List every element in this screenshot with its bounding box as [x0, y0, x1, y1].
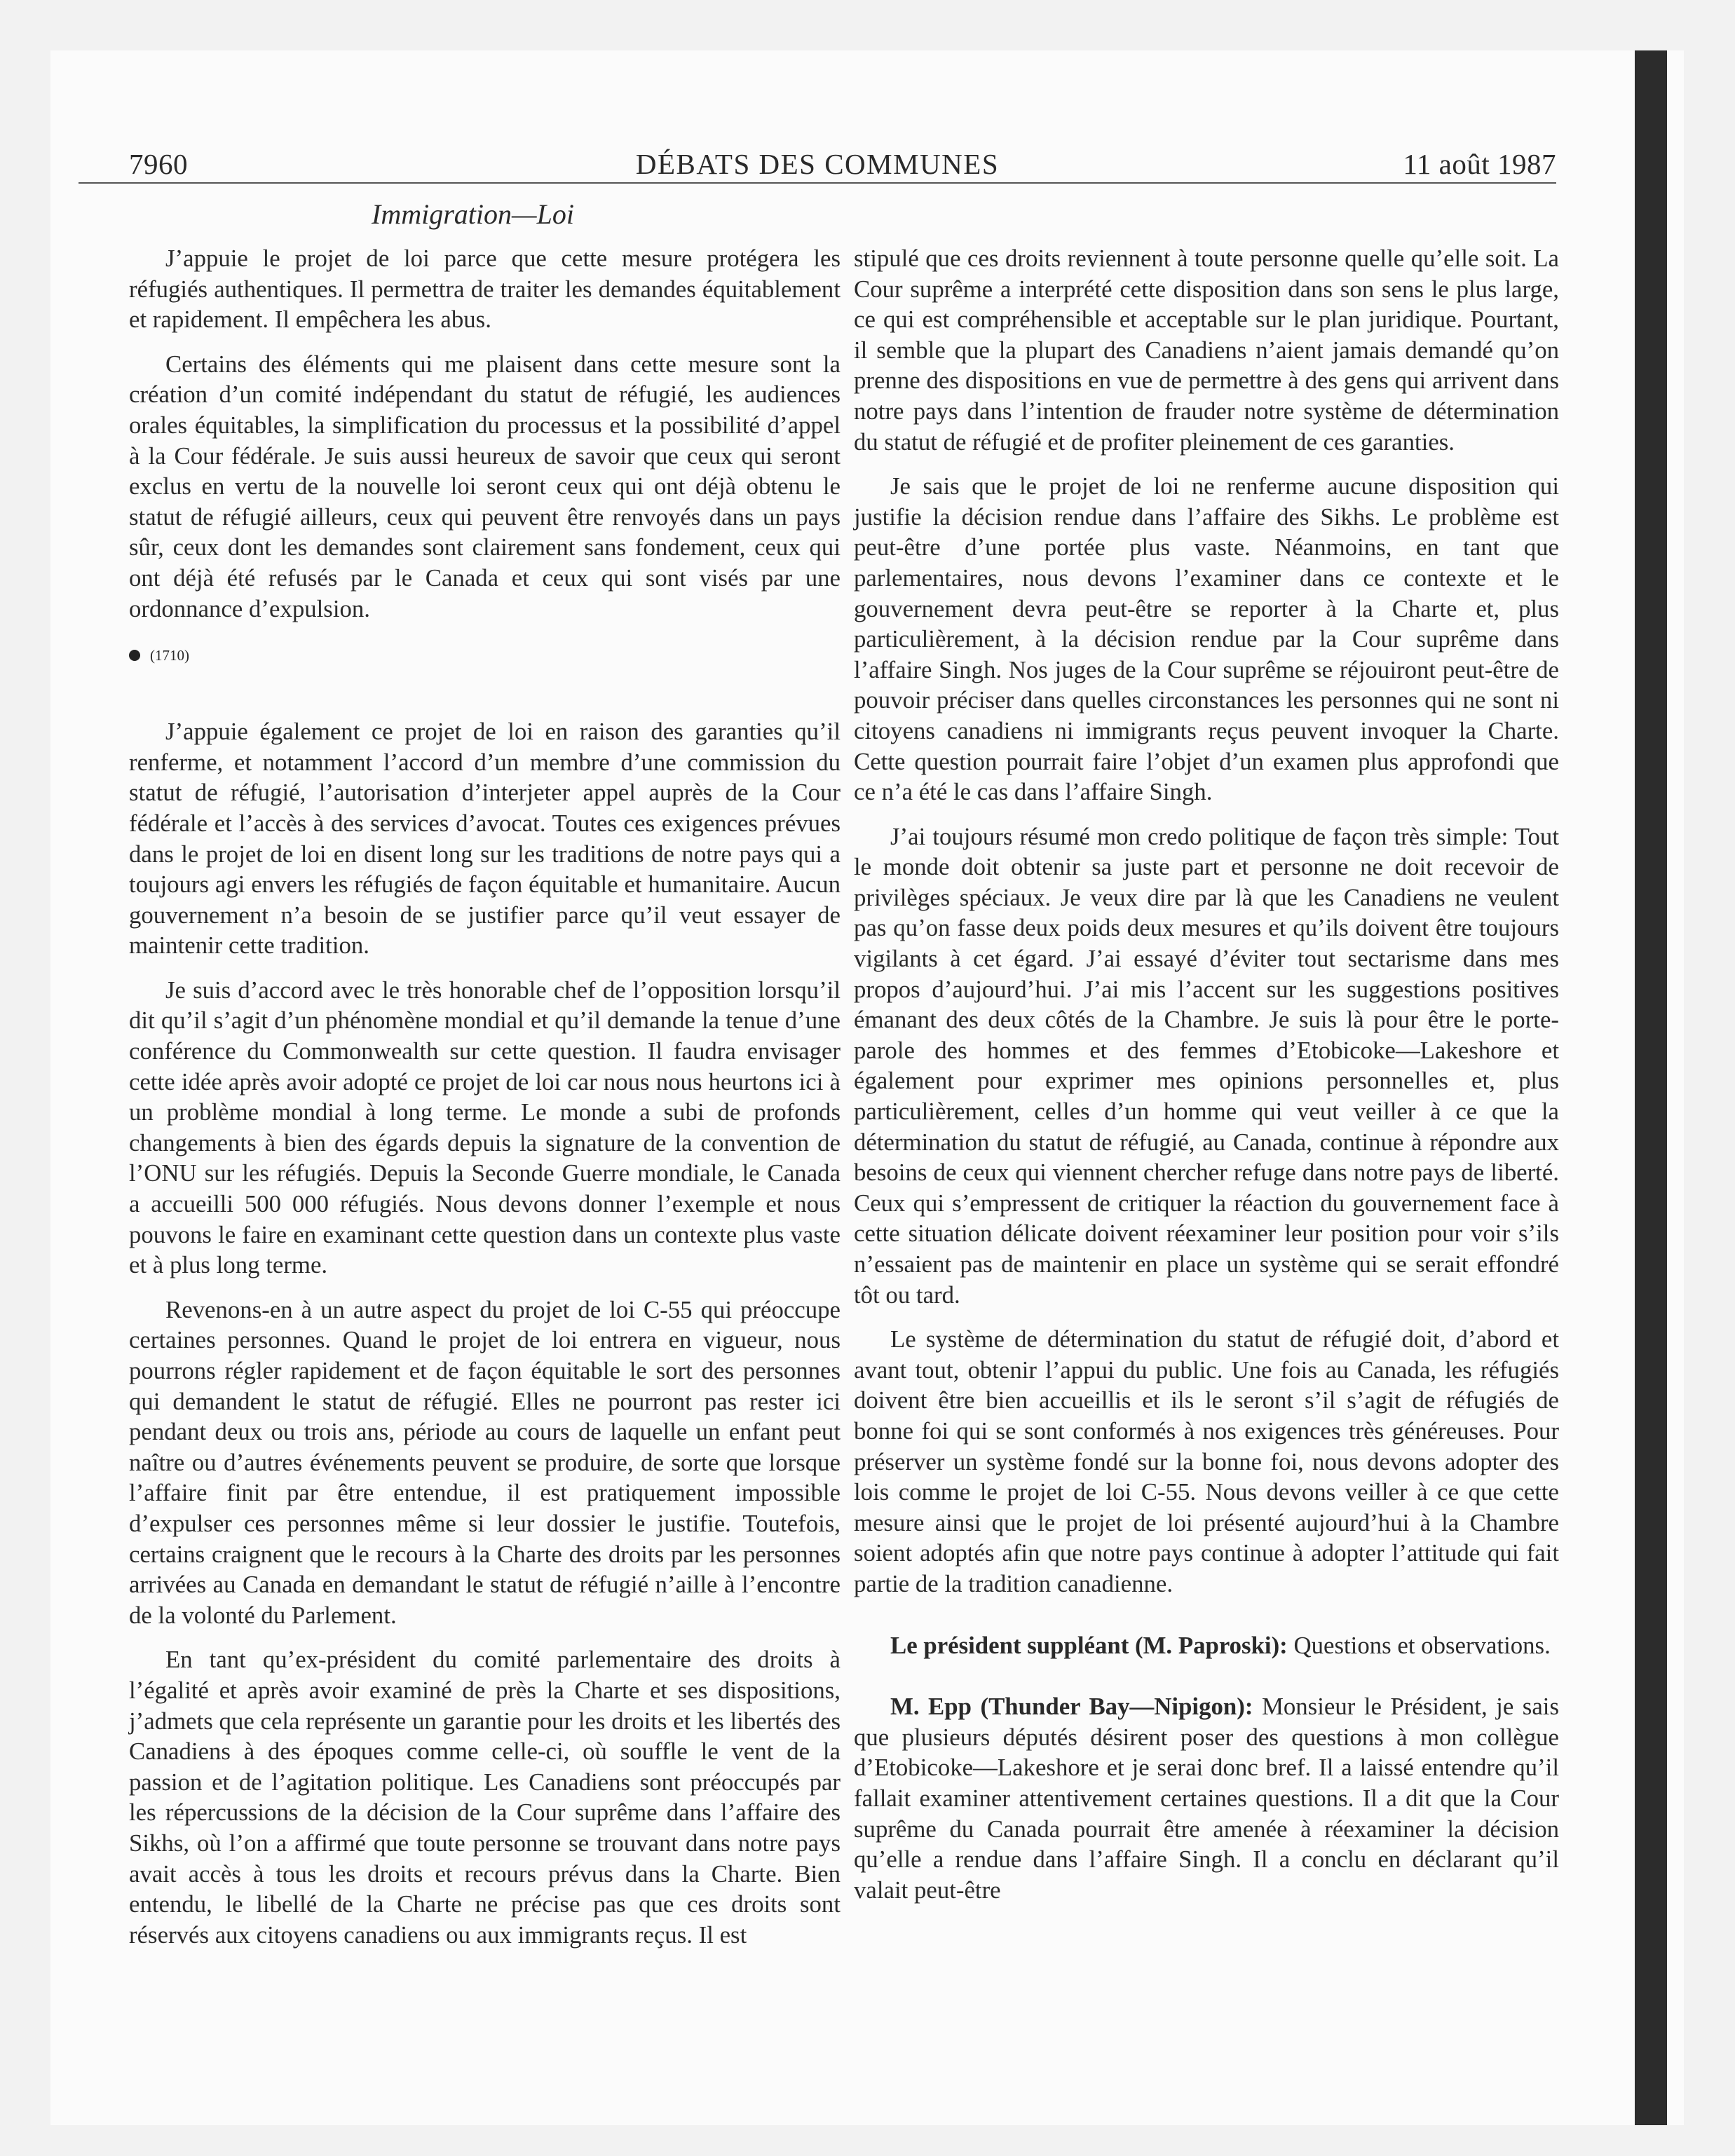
paragraph: Je sais que le projet de loi ne renferme aucune disposition qui justifie la décision rendue dans l’affaire des Sikhs. Le problème est peut-être d’une portée plus vaste. Néanmoins, en tant que parlementaires, nous devons l’examiner dans ce contexte et le gouvernement devra peut-être se reporter à la Charte et, plus particulièrement, à la décision rendue par la Cour suprême dans l’affaire Singh. Nos juges de la Cour suprême se réjouiront peut-être de pouvoir préciser dans quelles circonstances les personnes qui ne sont ni citoyens canadiens ni immigrants reçus peuvent invoquer la Charte. Cette question pourrait faire l’objet d’un examen plus approfondi que ce n’a été le cas dans l’affaire Singh. — [854, 472, 1559, 806]
paragraph: J’ai toujours résumé mon credo politique de façon très simple: Tout le monde doit obtenir sa juste part et personne ne doit recevoir de privilèges spéciaux. Je veux dire par là que les Canadiens ne veulent pas qu’on fasse deux poids deux mesures et qu’ils doivent être toujours vigilants à cet égard. J’ai essayé d’éviter tout sectarisme dans mes propos d’aujourd’hui. J’ai mis l’accent sur les suggestions positives émanant des deux côtés de la Chambre. Je suis là pour être le porte-parole des hommes et des femmes d’Etobicoke—Lakeshore et également pour exprimer mes opinions personnelles et, plus particulièrement, celles d’un homme qui veut veiller à ce que la détermination du statut de réfugié, au Canada, continue à répondre aux besoins de ceux qui viennent chercher refuge dans notre pays de liberté. Ceux qui s’empressent de critiquer la réaction du gouvernement face à cette situation délicate doivent réexaminer leur position pour voir s’ils n’essaient pas de maintenir en place un système qui se serait effondré tôt ou tard. — [854, 822, 1559, 1309]
paragraph: J’appuie également ce projet de loi en raison des garanties qu’il renferme, et notamment l’accord d’un membre d’une commission du statut de réfugié, l’autorisation d’interjeter appel auprès de la Cour fédérale et l’accès à des services d’avocat. Toutes ces exigences prévues dans le projet de loi en disent long sur les traditions de notre pays qui a toujours agi envers les réfugiés de façon équitable et humanitaire. Aucun gouvernement n’a besoin de se justifier parce qu’il veut essayer de maintenir cette tradition. — [129, 718, 841, 960]
bullet-icon — [129, 650, 140, 661]
paragraph: Le système de détermination du statut de réfugié doit, d’abord et avant tout, obtenir l’appui du public. Une fois au Canada, les réfugiés doivent être bien accueillis et ils le seront s’il s’agit de réfugiés de bonne foi qui se sont conformés à nos exigences très généreuses. Pour préserver un système fondé sur la bonne foi, nous devons adopter des lois comme le projet de loi C-55. Nous devons veiller à ce que cette mesure ainsi que le projet de loi présenté aujourd’hui à la Chambre soient adoptés afin que notre pays continue à adopter l’attitude qui fait partie de la tradition canadienne. — [854, 1325, 1559, 1597]
publication-title: DÉBATS DES COMMUNES — [635, 148, 1000, 180]
speaker-text: Questions et observations. — [1293, 1631, 1551, 1659]
paragraph: En tant qu’ex-président du comité parlementaire des droits à l’égalité et après avoir examiné de près la Charte et ses dispositions, j’admets que cela représente un garantie pour les droits et les libertés des Canadiens à des époques comme celle-ci, où souffle le vent de la passion et de l’agitation politique. Les Canadiens sont préoccupés par les répercussions de la décision de la Cour suprême dans l’affaire des Sikhs, où l’on a affirmé que toute personne se trouvant dans notre pays avait accès à tous les droits et recours prévus dans la Charte. Bien entendu, le libellé de la Charte ne précise pas que ces droits sont réservés aux citoyens canadiens ou aux immigrants reçus. Il est — [129, 1646, 841, 1949]
speaker-text: Monsieur le Président, je sais que plusieurs députés désirent poser des questions à mon collègue d’Etobicoke—Lakeshore et je serai donc bref. Il a laissé entendre qu’il fallait examiner attentivement certaines questions. Il a dit que la Cour suprême du Canada pourrait être amenée à réexaminer la décision qu’elle a rendue dans l’affaire Singh. Il a conclu en déclarant qu’il valait peut-être — [854, 1693, 1559, 1904]
paragraph: stipulé que ces droits reviennent à toute personne quelle qu’elle soit. La Cour suprême a interprété cette disposition dans son sens le plus large, ce qui est compréhensible et acceptable sur le plan juridique. Pourtant, il semble que la plupart des Canadiens n’aient jamais demandé qu’on prenne des dispositions en vue de permettre à des gens qui arrivent dans notre pays dans l’intention de frauder notre système de détermination du statut de réfugié et de profiter pleinement de ces garanties. — [854, 245, 1559, 456]
page-number: 7960 — [129, 148, 188, 180]
paragraph: Je suis d’accord avec le très honorable chef de l’opposition lorsqu’il dit qu’il s’agit d’un phénomène mondial et qu’il demande la tenue d’une conférence du Commonwealth sur cette question. Il faudra envisager cette idée après avoir adopté ce projet de loi car nous nous heurtons ici à un problème mondial à long terme. Le monde a subi de profonds changements à bien des égards depuis la signature de la convention de l’ONU sur les réfugiés. Depuis la Seconde Guerre mondiale, le Canada a accueilli 500 000 réfugiés. Nous devons donner l’exemple et nous pouvons le faire en examinant cette question dans un contexte plus vaste et à plus long terme. — [129, 976, 841, 1279]
timestamp-marker — [129, 645, 841, 666]
speaker-paragraph — [854, 1630, 1559, 1661]
paragraph: J’appuie le projet de loi parce que cette mesure protégera les réfugiés authentiques. Il permettra de traiter les demandes équitablement et rapidement. Il empêchera les abus. — [129, 245, 841, 334]
speaker-name: Le président suppléant (M. Paproski): — [890, 1631, 1288, 1659]
paragraph: Certains des éléments qui me plaisent dans cette mesure sont la création d’un comité indépendant du statut de réfugié, les audiences orales équitables, la simplification du processus et la possibilité d’appel à la Cour fédérale. Je suis aussi heureux de savoir que ceux qui seront exclus en vertu de la nouvelle loi seront ceux qui ont déjà obtenu le statut de réfugié ailleurs, ceux qui peuvent être renvoyés dans un pays sûr, ceux dont les demandes sont clairement sans fondement, ceux qui ont déjà été refusés par le Canada et ceux qui sont visés par une ordonnance d’expulsion. — [129, 350, 841, 622]
running-header — [79, 140, 1556, 184]
subject-heading: Immigration—Loi — [372, 198, 574, 230]
paragraph: Revenons-en à un autre aspect du projet de loi C-55 qui préoccupe certaines personnes. Quand le projet de loi entrera en vigueur, nous pourrons régler rapidement et de façon équitable le sort des personnes qui demandent le statut de réfugié. Elles ne pourront pas rester ici pendant deux ou trois ans, période au cours de laquelle un enfant peut naître ou d’autres événements peuvent se produire, de sorte que lorsque l’affaire finit par être entendue, il est pratiquement impossible d’expulser ces personnes même si leur dossier le justifie. Toutefois, certains craignent que le recours à la Charte des droits par les personnes arrivées au Canada en demandant le statut de réfugié n’aille à l’encontre de la volonté du Parlement. — [129, 1295, 841, 1629]
timestamp: (1710) — [150, 647, 189, 664]
speaker-name: M. Epp (Thunder Bay—Nipigon): — [890, 1693, 1253, 1721]
speaker-paragraph — [854, 1691, 1559, 1905]
header-date: 11 août 1987 — [1403, 148, 1556, 180]
page-edge-shadow — [1635, 50, 1667, 2125]
left-column — [129, 243, 841, 1964]
right-column — [854, 243, 1559, 1919]
